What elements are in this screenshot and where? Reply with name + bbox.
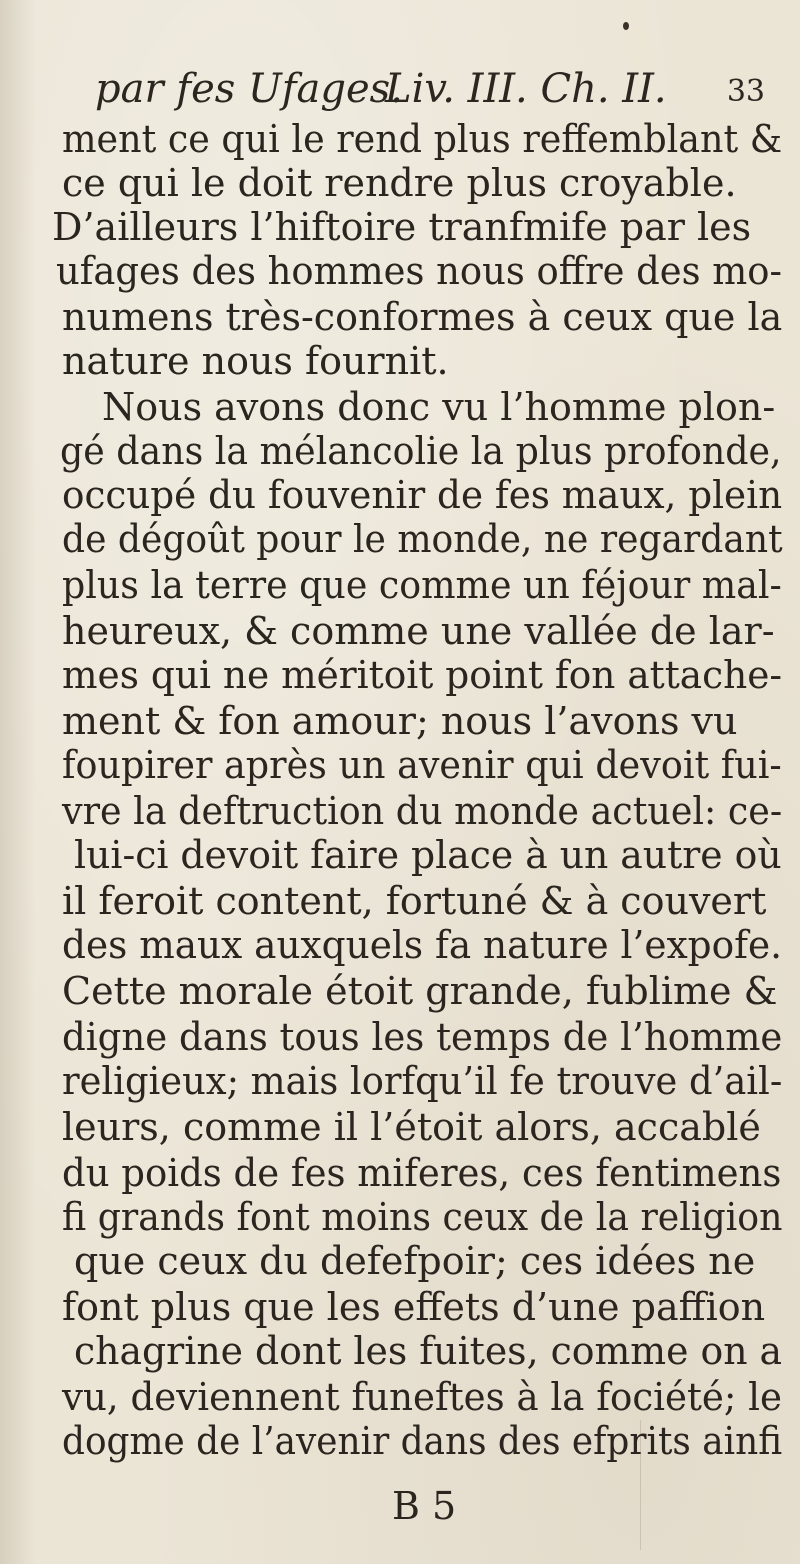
text-line: de dégoût pour le monde, ne regardant <box>62 517 783 561</box>
text-line: vre la deftruction du monde actuel: ce- <box>62 789 783 833</box>
ink-spot <box>623 22 629 30</box>
text-line: vu, deviennent funeftes à la fociété; le <box>62 1375 783 1419</box>
text-line: ufages des hommes nous offre des mo- <box>56 249 782 293</box>
page-number: 33 <box>726 74 765 109</box>
text-line: plus la terre que comme un féjour mal- <box>62 563 782 607</box>
text-line: nature nous fournit. <box>62 339 449 383</box>
text-line: digne dans tous les temps de l’homme <box>62 1015 783 1059</box>
text-line: occupé du fouvenir de fes maux, plein <box>62 473 783 517</box>
text-line: leurs, comme il l’étoit alors, accablé <box>62 1105 761 1149</box>
text-line: que ceux du defefpoir; ces idées ne <box>74 1239 756 1283</box>
text-line: lui-ci devoit faire place à un autre où <box>74 833 782 877</box>
text-line: chagrine dont les fuites, comme on a <box>74 1329 783 1373</box>
text-line: fi grands font moins ceux de la religion <box>62 1195 783 1239</box>
running-head <box>95 66 765 116</box>
text-line: Cette morale étoit grande, fublime & <box>62 969 778 1013</box>
running-head-title: par fes Ufages. <box>95 66 403 112</box>
text-line: il feroit content, fortuné & à couvert <box>62 879 767 923</box>
text-line: dogme de l’avenir dans des efprits ainfi <box>62 1419 783 1463</box>
text-line: ment & fon amour; nous l’avons vu <box>62 699 738 743</box>
running-head-book-chapter: Liv. III. Ch. II. <box>385 66 667 112</box>
text-line: Nous avons donc vu l’homme plon- <box>102 385 776 429</box>
text-line: D’ailleurs l’hiftoire tranfmife par les <box>52 205 752 249</box>
paper-crease <box>640 1420 641 1550</box>
text-line: des maux auxquels fa nature l’expofe. <box>62 923 783 967</box>
text-line: font plus que les effets d’une paffion <box>62 1285 766 1329</box>
text-line: ce qui le doit rendre plus croyable. <box>62 161 737 205</box>
text-line: mes qui ne méritoit point fon attache- <box>62 653 783 697</box>
text-line: heureux, & comme une vallée de lar- <box>62 609 775 653</box>
text-line: gé dans la mélancolie la plus profonde, <box>60 429 782 473</box>
signature-mark: B 5 <box>392 1484 457 1528</box>
text-line: foupirer après un avenir qui devoit fui- <box>62 743 782 787</box>
text-line: numens très-conformes à ceux que la <box>62 295 783 339</box>
text-line: ment ce qui le rend plus reffemblant & <box>62 117 783 161</box>
gutter-shadow <box>0 0 36 1564</box>
text-line: du poids de fes miferes, ces fentimens <box>62 1151 782 1195</box>
text-line: religieux; mais lorfqu’il fe trouve d’ail- <box>62 1059 783 1103</box>
